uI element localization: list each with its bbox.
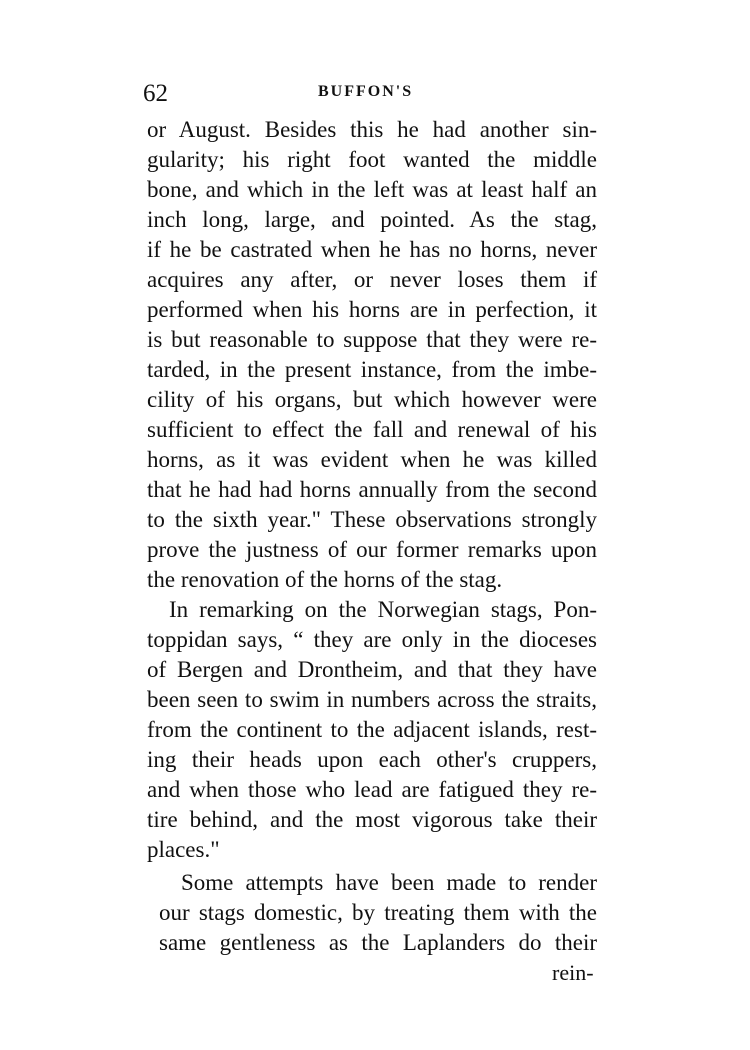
text-line: acquires any after, or never loses them if	[147, 267, 597, 292]
running-head: BUFFON'S	[318, 83, 414, 100]
text-line: same gentleness as the Laplanders do their	[159, 930, 597, 955]
text-line: horns, as it was evident when he was killed	[147, 447, 597, 472]
text-line: performed when his horns are in perfection, it	[147, 297, 597, 322]
text-line: tire behind, and the most vigorous take their	[147, 807, 597, 832]
text-line: to the sixth year." These observations strongly	[147, 507, 597, 532]
text-line: of Bergen and Drontheim, and that they have	[147, 657, 597, 682]
text-line: our stags domestic, by treating them with the	[159, 900, 597, 925]
text-line: Some attempts have been made to render	[181, 870, 597, 895]
text-line: and when those who lead are fatigued they re-	[147, 777, 597, 802]
text-line: In remarking on the Norwegian stags, Pon-	[169, 597, 597, 622]
page-number: 62	[143, 80, 168, 107]
text-line: is but reasonable to suppose that they were re-	[147, 327, 597, 352]
text-line: or August. Besides this he had another sin-	[147, 117, 597, 142]
text-line: sufficient to effect the fall and renewal of his	[147, 417, 597, 442]
catchword: rein-	[552, 960, 594, 985]
text-line: toppidan says, “ they are only in the dioceses	[147, 627, 597, 652]
text-line: been seen to swim in numbers across the straits,	[147, 687, 597, 712]
text-line: gularity; his right foot wanted the middle	[147, 147, 597, 172]
text-line: ing their heads upon each other's cruppers,	[147, 747, 597, 772]
text-line: prove the justness of our former remarks upon	[147, 537, 597, 562]
text-line: bone, and which in the left was at least half an	[147, 177, 597, 202]
text-line: inch long, large, and pointed. As the stag,	[147, 207, 597, 232]
text-line: from the continent to the adjacent islands, rest-	[147, 717, 597, 742]
text-line: the renovation of the horns of the stag.	[147, 567, 503, 592]
text-line: that he had had horns annually from the second	[147, 477, 597, 502]
text-line: cility of his organs, but which however were	[147, 387, 597, 412]
text-line: places."	[147, 837, 220, 862]
text-line: tarded, in the present instance, from the imbe-	[147, 357, 597, 382]
text-line: if he be castrated when he has no horns, never	[147, 237, 597, 262]
